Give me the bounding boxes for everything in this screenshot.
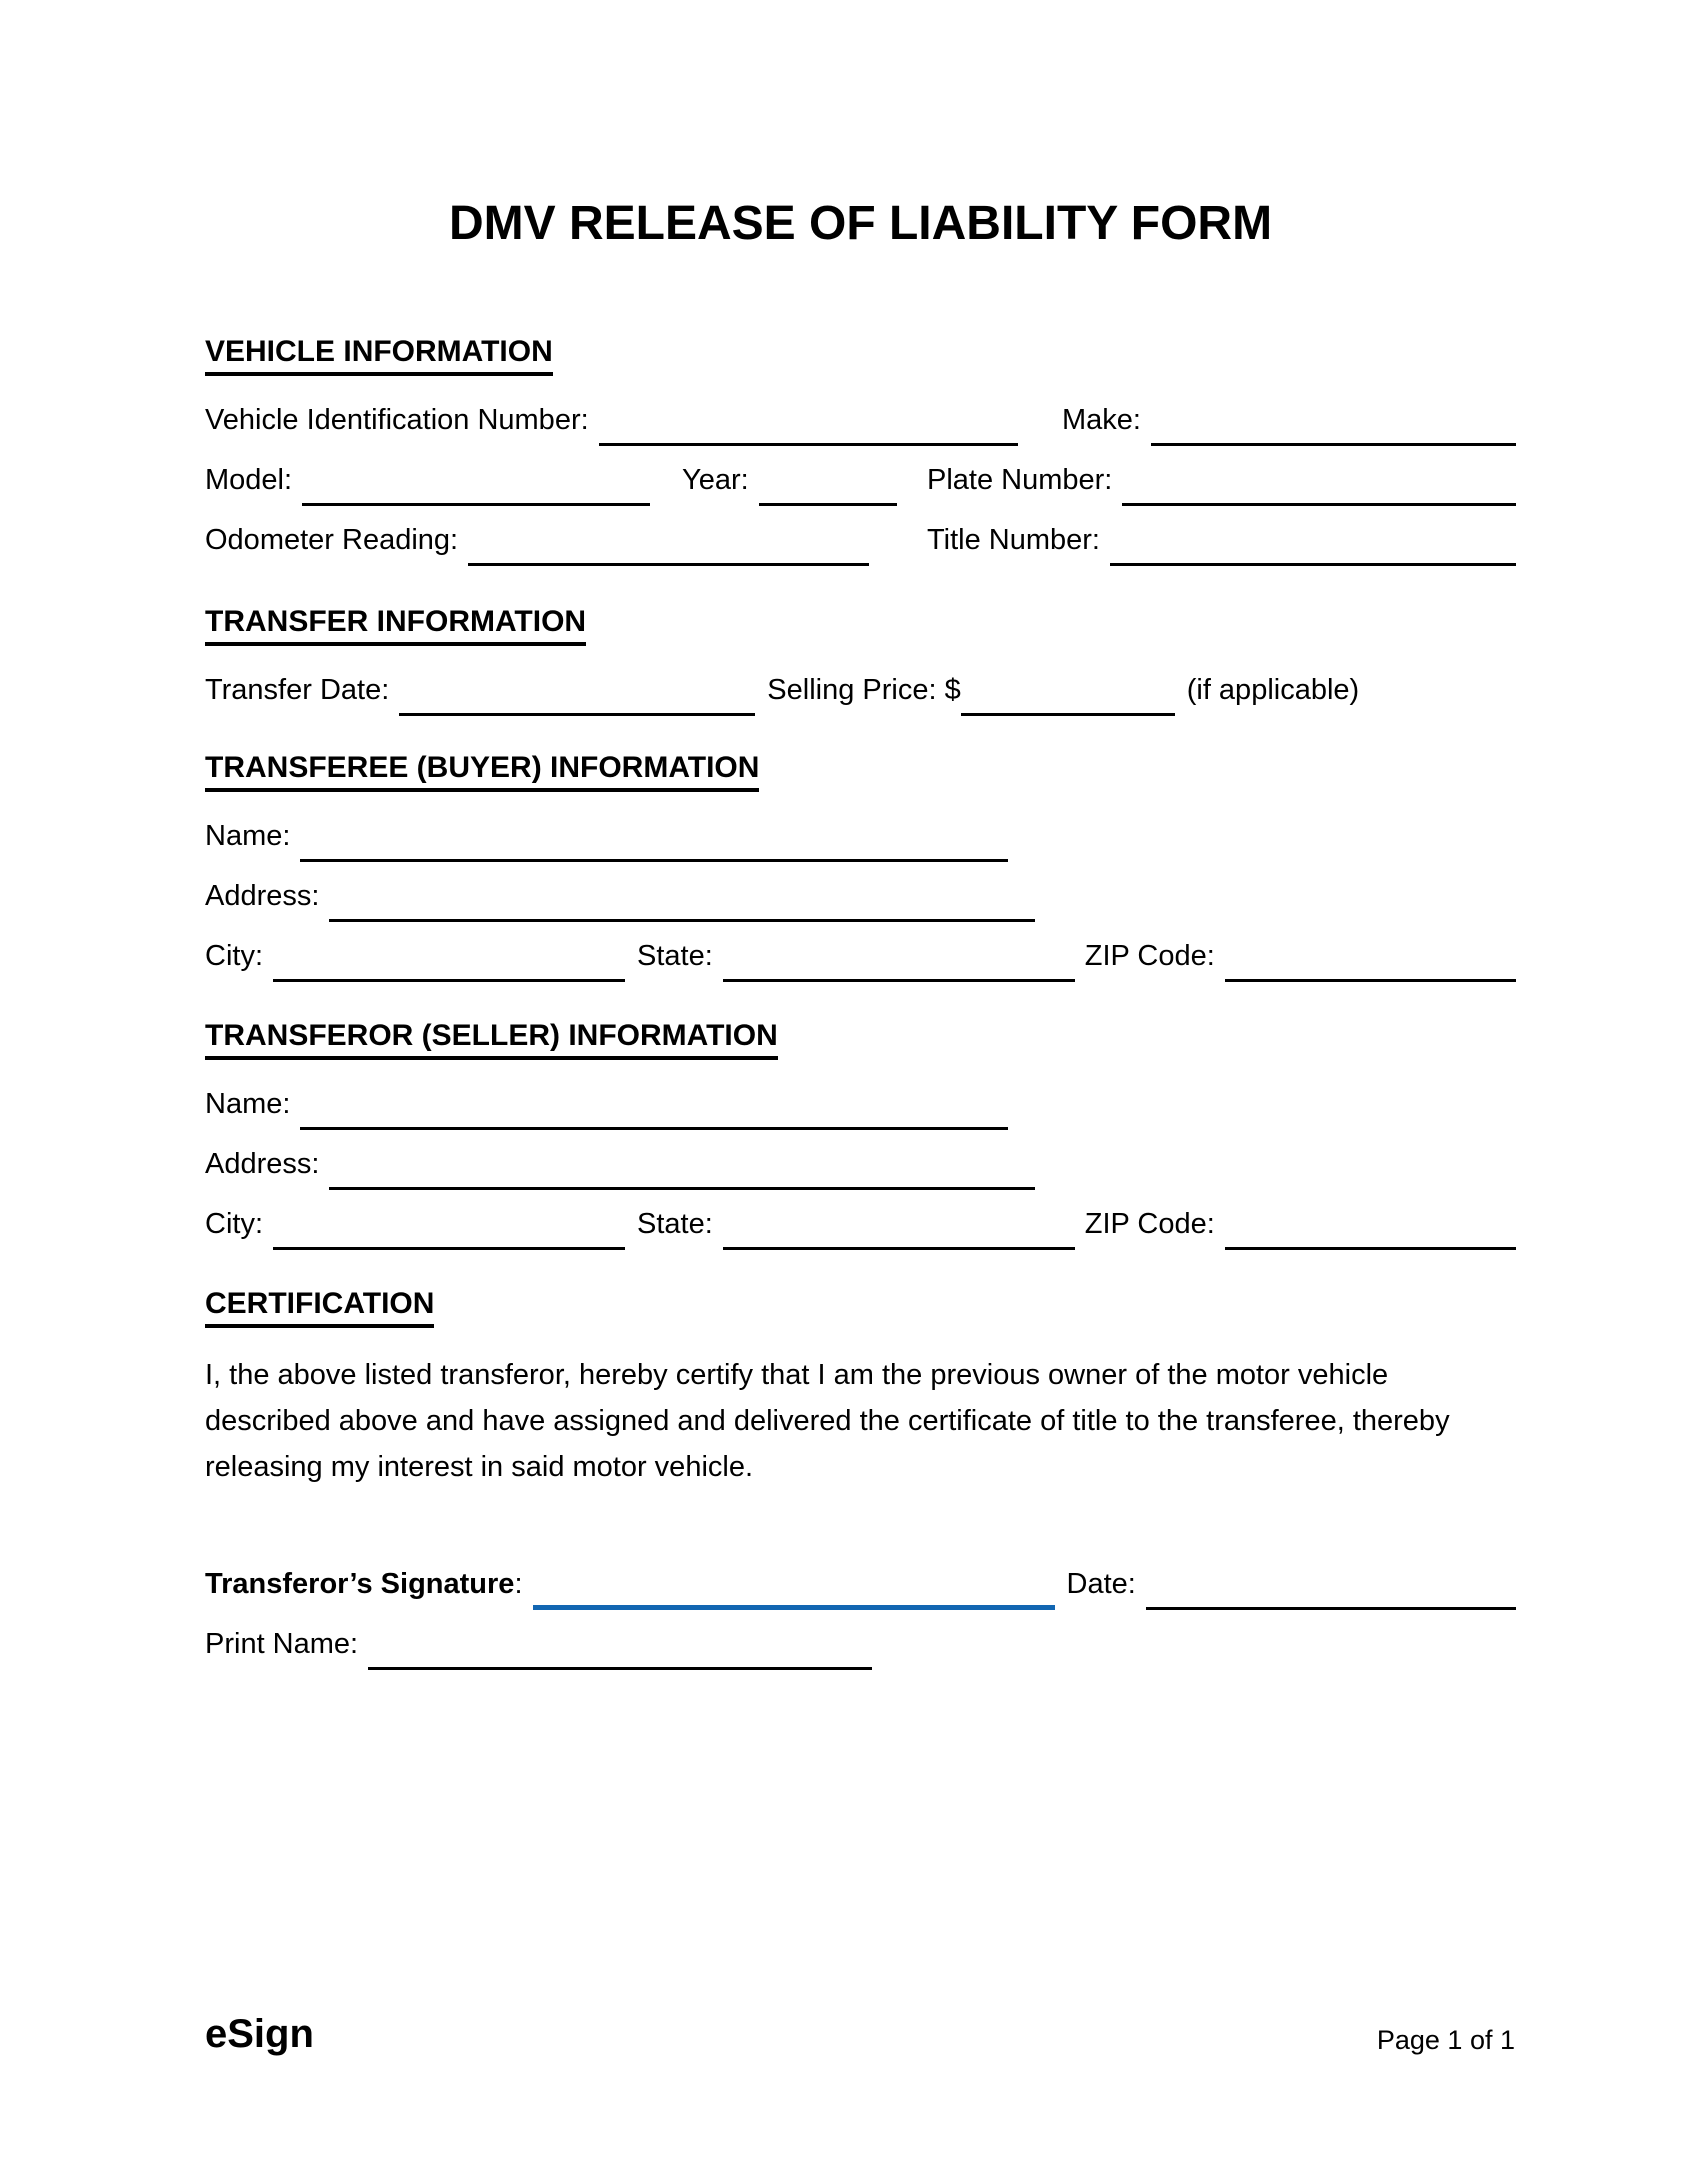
date-blank[interactable] (1146, 1577, 1516, 1610)
vin-blank[interactable] (599, 413, 1018, 446)
page-number-indicator: Page 1 of 1 (1376, 2025, 1515, 2055)
esign-logo: eSign (205, 2012, 314, 2056)
row-vin-make (205, 400, 1516, 440)
transferee-city-label: City: (205, 940, 263, 972)
row-transferor-address (205, 1144, 1516, 1184)
vin-label: Vehicle Identification Number: (205, 404, 589, 436)
transfer-date-blank[interactable] (399, 683, 755, 716)
plate-number-blank[interactable] (1122, 473, 1516, 506)
group-make (1062, 400, 1516, 440)
transferor-city-blank[interactable] (273, 1217, 625, 1250)
transferor-name-blank[interactable] (300, 1097, 1008, 1130)
transferee-city-blank[interactable] (273, 949, 625, 982)
transferee-address-label: Address: (205, 880, 320, 912)
row-odometer-title (205, 520, 1516, 560)
odometer-label: Odometer Reading: (205, 524, 459, 556)
group-title-number (927, 520, 1516, 560)
certification-statement: I, the above listed transferor, hereby certify that I am the previous owner of the motor vehicle described above and have assigned and delivered the certificate of title to the transferee, thereby releasing my interest in said motor vehicle. (205, 1359, 1450, 1483)
row-transferee-name (205, 816, 1516, 856)
transferee-state-label: State: (637, 940, 713, 972)
document-content (205, 0, 1516, 1664)
make-label: Make: (1062, 404, 1141, 436)
row-transferee-address (205, 876, 1516, 916)
page-title: DMV RELEASE OF LIABILITY FORM (448, 197, 1273, 250)
selling-price-blank[interactable] (961, 683, 1175, 716)
transferee-address-blank[interactable] (329, 889, 1035, 922)
transferor-address-blank[interactable] (329, 1157, 1035, 1190)
transferee-name-blank[interactable] (300, 829, 1008, 862)
transferor-signature-label: Transferor’s Signature (205, 1568, 515, 1600)
row-model-year-plate (205, 460, 1516, 500)
transferor-address-label: Address: (205, 1148, 320, 1180)
transferor-state-label: State: (637, 1208, 713, 1240)
transferor-name-label: Name: (205, 1088, 291, 1120)
section-heading-vehicle-information: VEHICLE INFORMATION (205, 334, 1516, 376)
group-plate (927, 460, 1516, 500)
print-name-blank[interactable] (368, 1637, 872, 1670)
transferor-signature-blank[interactable] (533, 1575, 1055, 1610)
group-vin (205, 400, 1062, 440)
selling-price-label: Selling Price: $ (767, 674, 961, 706)
if-applicable-note: (if applicable) (1186, 674, 1360, 706)
model-label: Model: (205, 464, 293, 496)
date-label: Date: (1066, 1568, 1136, 1600)
transferee-name-label: Name: (205, 820, 291, 852)
year-label: Year: (682, 464, 749, 496)
group-model-year (205, 460, 927, 500)
row-transfer-date-price (205, 670, 1516, 710)
transferor-signature-colon: : (514, 1568, 523, 1600)
transferor-state-blank[interactable] (723, 1217, 1075, 1250)
group-odometer (205, 520, 927, 560)
section-heading-transfer-information: TRANSFER INFORMATION (205, 604, 1516, 646)
transferee-zip-blank[interactable] (1225, 949, 1516, 982)
title-number-label: Title Number: (927, 524, 1100, 556)
transfer-date-label: Transfer Date: (205, 674, 390, 706)
row-transferor-city-state-zip (205, 1204, 1516, 1244)
row-transferor-name (205, 1084, 1516, 1124)
make-blank[interactable] (1151, 413, 1516, 446)
print-name-label: Print Name: (205, 1628, 359, 1660)
section-heading-transferee-information: TRANSFEREE (BUYER) INFORMATION (205, 750, 1516, 792)
row-print-name (205, 1624, 1516, 1664)
transferor-zip-label: ZIP Code: (1084, 1208, 1215, 1240)
transferee-zip-label: ZIP Code: (1084, 940, 1215, 972)
transferor-zip-blank[interactable] (1225, 1217, 1516, 1250)
section-heading-transferor-information: TRANSFEROR (SELLER) INFORMATION (205, 1018, 1516, 1060)
row-signature-date (205, 1564, 1516, 1604)
odometer-blank[interactable] (468, 533, 869, 566)
row-transferee-city-state-zip (205, 936, 1516, 976)
year-blank[interactable] (759, 473, 897, 506)
plate-number-label: Plate Number: (927, 464, 1113, 496)
model-blank[interactable] (302, 473, 650, 506)
transferor-city-label: City: (205, 1208, 263, 1240)
title-number-blank[interactable] (1110, 533, 1516, 566)
transferee-state-blank[interactable] (723, 949, 1075, 982)
section-heading-certification: CERTIFICATION (205, 1286, 1516, 1328)
